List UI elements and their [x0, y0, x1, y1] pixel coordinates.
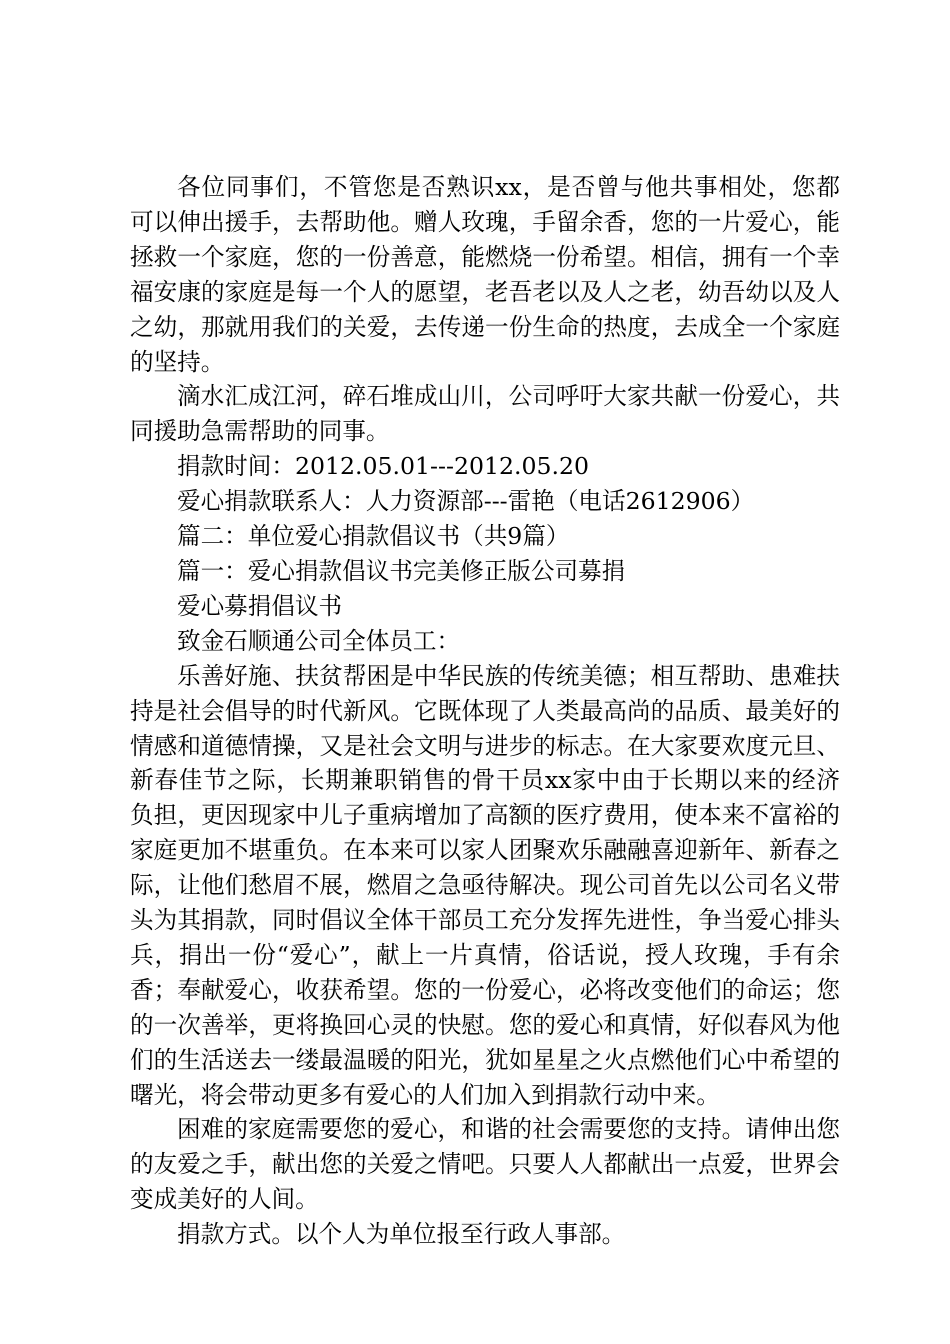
section-heading-part-two: 篇二：单位爱心捐款倡议书（共9篇） — [177, 522, 570, 551]
paragraph-closing-appeal: 困难的家庭需要您的爱心，和谐的社会需要您的支持。请伸出您的友爱之手，献出您的关爱之情吧。只要人人都献出一点爱，世界会变成美好的人间。 — [130, 1115, 840, 1214]
section-heading-part-one: 篇一：爱心捐款倡议书完美修正版公司募捐 — [177, 556, 626, 585]
donation-period: 捐款时间：2012.05.01---2012.05.20 — [177, 452, 590, 481]
donation-method: 捐款方式。以个人为单位报至行政人事部。 — [177, 1220, 626, 1249]
paragraph-appeal-colleagues: 各位同事们，不管您是否熟识xx，是否曾与他共事相处，您都可以伸出援手，去帮助他。赠人玫瑰，手留余香，您的一片爱心，能拯救一个家庭，您的一份善意，能燃烧一份希望。相信，拥有一个幸福安康的家庭是每一个人的愿望，老吾老以及人之老，幼吾幼以及人之幼，那就用我们的关爱，去传递一份生命的热度，去成全一个家庭的坚持。 — [130, 173, 840, 376]
donation-contact: 爱心捐款联系人：人力资源部---雷艳（电话2612906） — [177, 487, 755, 516]
proposal-title: 爱心募捐倡议书 — [177, 591, 343, 620]
paragraph-call-to-donate: 滴水汇成江河，碎石堆成山川，公司呼吁大家共献一份爱心，共同援助急需帮助的同事。 — [130, 382, 840, 446]
document-body — [130, 170, 840, 1252]
paragraph-main-proposal: 乐善好施、扶贫帮困是中华民族的传统美德；相互帮助、患难扶持是社会倡导的时代新风。它既体现了人类最高尚的品质、最美好的情感和道德情操，又是社会文明与进步的标志。在大家要欢度元旦、新春佳节之际，长期兼职销售的骨干员xx家中由于长期以来的经济负担，更因现家中儿子重病增加了高额的医疗费用，使本来不富裕的家庭更加不堪重负。在本来可以家人团聚欢乐融融喜迎新年、新春之际，让他们愁眉不展，燃眉之急亟待解决。现公司首先以公司名义带头为其捐款，同时倡议全体干部员工充分发挥先进性，争当爱心排头兵，捐出一份“爱心”，献上一片真情，俗话说，授人玫瑰，手有余香；奉献爱心，收获希望。您的一份爱心，必将改变他们的命运；您的一次善举，更将换回心灵的快慰。您的爱心和真情，好似春风为他们的生活送去一缕最温暖的阳光，犹如星星之火点燃他们心中希望的曙光，将会带动更多有爱心的人们加入到捐款行动中来。 — [130, 661, 840, 1109]
salutation: 致金石顺通公司全体员工： — [177, 626, 461, 655]
